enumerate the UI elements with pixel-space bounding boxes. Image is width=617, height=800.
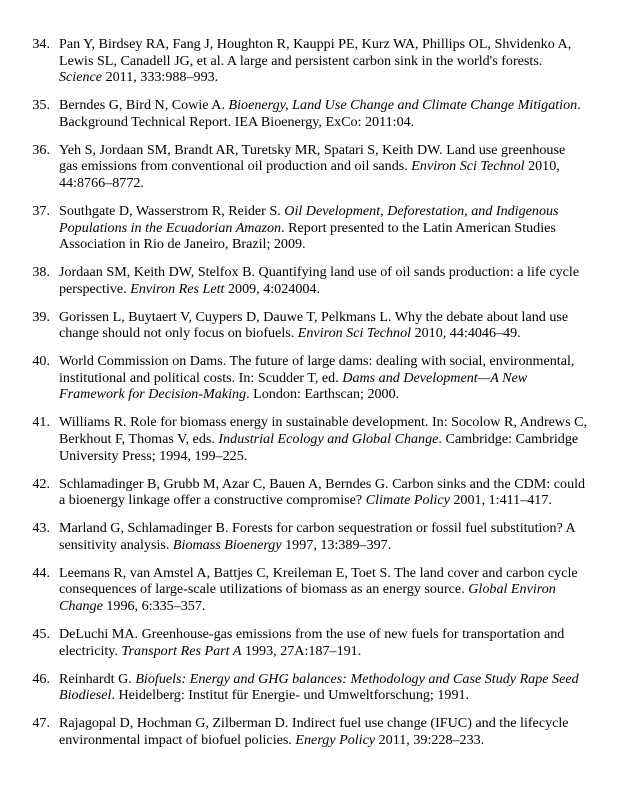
- reference-italic-segment: Oil Development, Deforestation, and Indigenous Populations in the Ecuadorian Amazon: [59, 202, 559, 236]
- reference-text-segment: Gorissen L, Buytaert V, Cuypers D, Dauwe T, Pelkmans L. Why the debate about land use change should not only focus on biofuels.: [59, 308, 569, 342]
- reference-text-segment: World Commission on Dams. The future of large dams: dealing with social, environmental, institutional and political costs. In: Scudder T, ed.: [59, 353, 575, 386]
- reference-text-segment: 1996, 6:335–357.: [102, 597, 206, 614]
- reference-text-segment: . Heidelberg: Institut für Energie- und Umweltforschung; 1991.: [111, 687, 470, 704]
- reference-text: [59, 36, 587, 86]
- reference-italic-segment: Environ Sci Technol: [297, 325, 412, 342]
- reference-item: [0, 671, 617, 704]
- reference-text-segment: DeLuchi MA. Greenhouse-gas emissions from the use of new fuels for transportation and electricity.: [59, 625, 565, 659]
- reference-number: 39.: [32, 308, 50, 325]
- reference-text: [59, 264, 587, 297]
- reference-item: [0, 414, 617, 464]
- reference-item: [0, 309, 617, 342]
- reference-italic-segment: Biomass Bioenergy: [172, 536, 282, 553]
- reference-item: [0, 520, 617, 553]
- reference-number: 36.: [32, 141, 50, 158]
- reference-item: [0, 36, 617, 86]
- reference-text-segment: Schlamadinger B, Grubb M, Azar C, Bauen A, Berndes G. Carbon sinks and the CDM: could a bioenergy linkage offer a constructive compromise?: [59, 475, 586, 509]
- reference-text-segment: Southgate D, Wasserstrom R, Reider S.: [59, 202, 285, 219]
- reference-text: [59, 97, 587, 130]
- reference-number: 34.: [32, 36, 50, 52]
- reference-item: [0, 203, 617, 253]
- reference-text: [59, 476, 587, 509]
- reference-item: [0, 626, 617, 659]
- reference-text-segment: 2001, 1:411–417.: [449, 492, 552, 509]
- reference-text-segment: Berndes G, Bird N, Cowie A.: [59, 97, 229, 114]
- reference-number: 38.: [32, 264, 50, 281]
- reference-text-segment: 2011, 333:988–993.: [102, 69, 219, 86]
- reference-text-segment: Leemans R, van Amstel A, Battjes C, Kreileman E, Toet S. The land cover and carbon cycle consequences of large-scale utilizations of biomass as an energy source.: [59, 564, 578, 598]
- reference-item: [0, 565, 617, 615]
- reference-number: 42.: [32, 475, 50, 492]
- reference-text-segment: 2011, 39:228–233.: [375, 731, 485, 748]
- reference-text-segment: 2010, 44:4046–49.: [411, 325, 521, 342]
- reference-text-segment: . Background Technical Report. IEA Bioenergy, ExCo: 2011:04.: [59, 97, 581, 130]
- reference-text-segment: . Cambridge: Cambridge University Press; 1994, 199–225.: [59, 431, 579, 464]
- reference-text: [59, 520, 587, 553]
- reference-text: [59, 353, 587, 403]
- reference-item: [0, 264, 617, 297]
- reference-text-segment: . London: Earthscan; 2000.: [246, 386, 400, 403]
- reference-italic-segment: Transport Res Part A: [121, 642, 242, 659]
- reference-text-segment: 1993, 27A:187–191.: [241, 642, 362, 659]
- reference-item: [0, 476, 617, 509]
- reference-text: [59, 414, 587, 464]
- reference-text: [59, 203, 587, 253]
- reference-item: [0, 353, 617, 403]
- reference-number: 46.: [32, 670, 50, 687]
- reference-italic-segment: Energy Policy: [295, 731, 376, 748]
- reference-italic-segment: Bioenergy, Land Use Change and Climate Change Mitigation: [228, 97, 578, 114]
- reference-text: [59, 142, 587, 192]
- reference-text: [59, 309, 587, 342]
- reference-text-segment: Yeh S, Jordaan SM, Brandt AR, Turetsky MR, Spatari S, Keith DW. Land use greenhouse gas emissions from conventional oil production and oil sands.: [59, 141, 566, 175]
- reference-text-segment: 2010, 44:8766–8772.: [59, 158, 560, 191]
- reference-text-segment: Williams R. Role for biomass energy in sustainable development. In: Socolow R, Andrews C, Berkhout F, Thomas V, eds.: [59, 414, 588, 448]
- reference-text: [59, 626, 587, 659]
- reference-item: [0, 715, 617, 748]
- reference-italic-segment: Global Environ Change: [59, 581, 556, 614]
- reference-number: 37.: [32, 202, 50, 219]
- reference-italic-segment: Dams and Development—A New Framework for Decision-Making: [59, 369, 528, 403]
- reference-number: 41.: [32, 414, 50, 431]
- reference-text: [59, 715, 587, 748]
- reference-text-segment: 1997, 13:389–397.: [281, 536, 392, 553]
- reference-number: 35.: [32, 97, 50, 114]
- reference-text-segment: Jordaan SM, Keith DW, Stelfox B. Quantifying land use of oil sands production: a life cycle perspective.: [59, 264, 580, 297]
- reference-italic-segment: Industrial Ecology and Global Change: [218, 431, 439, 448]
- reference-text-segment: Pan Y, Birdsey RA, Fang J, Houghton R, Kauppi PE, Kurz WA, Phillips OL, Shvidenko A, Lewis SL, Canadell JG, et al. A large and persistent carbon sink in the world's forests.: [59, 36, 572, 69]
- reference-number: 43.: [32, 520, 50, 537]
- reference-text-segment: Rajagopal D, Hochman G, Zilberman D. Indirect fuel use change (IFUC) and the lifecycle environmental impact of biofuel policies.: [59, 715, 569, 748]
- reference-italic-segment: Climate Policy: [365, 492, 450, 509]
- reference-list: [0, 36, 617, 760]
- reference-text-segment: . Report presented to the Latin American Studies Association in Rio de Janeiro, Brazil; 2009.: [59, 219, 556, 253]
- reference-item: [0, 97, 617, 130]
- reference-text-segment: Reinhardt G.: [59, 670, 136, 687]
- reference-number: 44.: [32, 564, 50, 581]
- reference-text: [59, 565, 587, 615]
- reference-italic-segment: Biofuels: Energy and GHG balances: Methodology and Case Study Rape Seed Biodiesel: [59, 670, 579, 704]
- reference-text-segment: 2009, 4:024004.: [224, 280, 320, 297]
- reference-number: 45.: [32, 625, 50, 642]
- reference-italic-segment: Environ Sci Technol: [411, 158, 525, 175]
- reference-number: 40.: [32, 353, 50, 370]
- reference-italic-segment: Science: [59, 69, 103, 86]
- reference-italic-segment: Environ Res Lett: [130, 280, 225, 297]
- reference-item: [0, 142, 617, 192]
- reference-number: 47.: [32, 715, 50, 732]
- reference-text-segment: Marland G, Schlamadinger B. Forests for carbon sequestration or fossil fuel substitution? A sensitivity analysis.: [59, 520, 575, 553]
- reference-text: [59, 671, 587, 704]
